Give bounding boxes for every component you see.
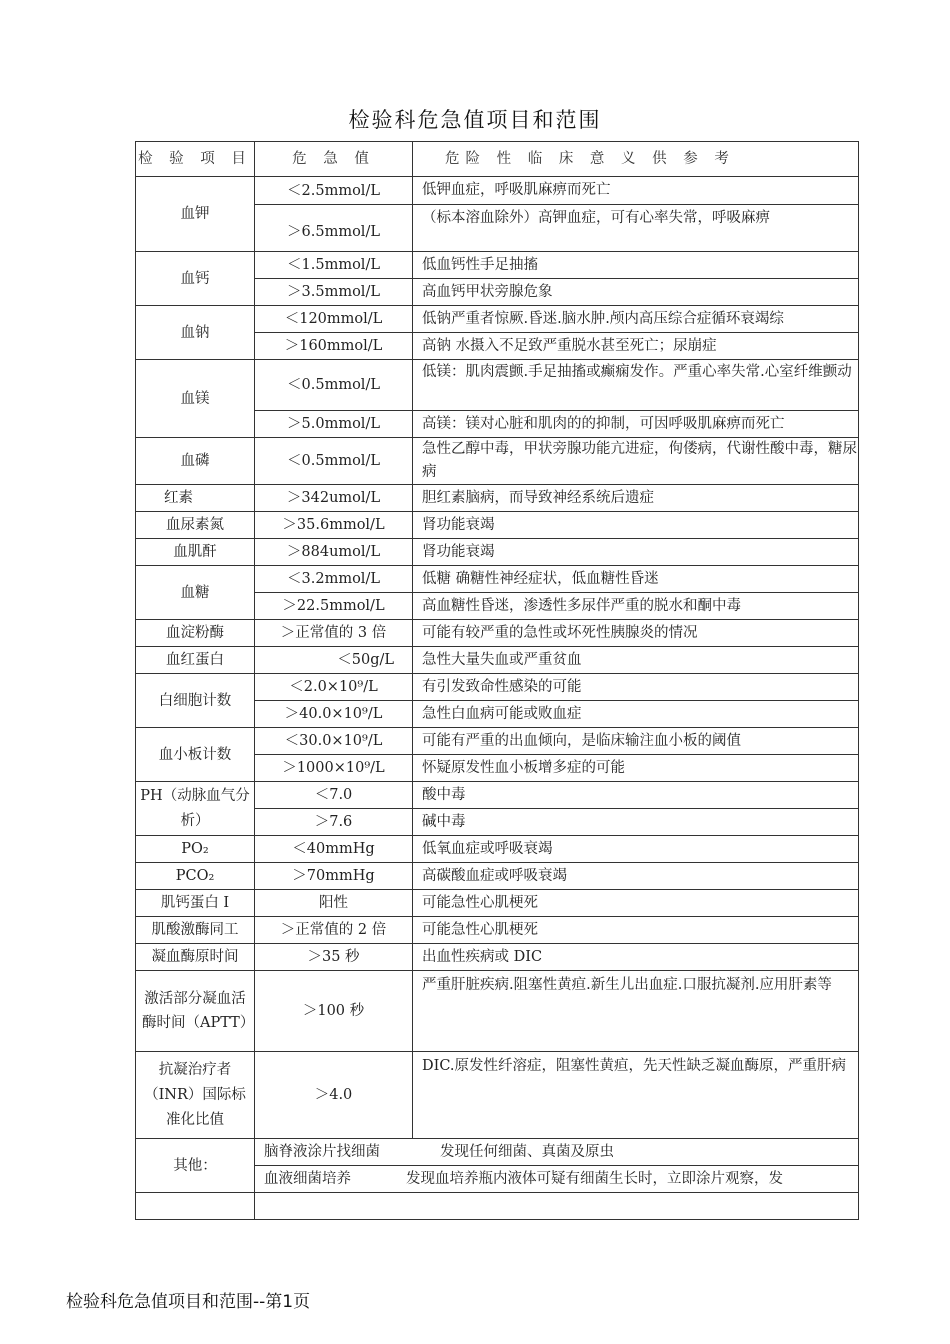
other-meaning: 发现任何细菌、真菌及原虫 [440,1144,614,1160]
item-name: 血淀粉酶 [136,620,255,647]
clinical-meaning: DIC.原发性纤溶症，阻塞性黄疸，先天性缺乏凝血酶原，严重肝病 [413,1052,859,1139]
other-item: 脑脊液涂片找细菌 [264,1144,380,1160]
clinical-meaning: 高血钙甲状旁腺危象 [413,279,859,306]
clinical-meaning: 严重肝脏疾病.阻塞性黄疸.新生儿出血症.口服抗凝剂.应用肝素等 [413,971,859,1052]
table-row [136,620,859,647]
clinical-meaning: （标本溶血除外）高钾血症，可有心率失常，呼吸麻痹 [413,205,859,252]
clinical-meaning: 低镁：肌肉震颤.手足抽搐或癫痫发作。严重心率失常.心室纤维颤动 [413,360,859,411]
clinical-meaning: 低糖 确糖性神经症状，低血糖性昏迷 [413,566,859,593]
other-item: 血液细菌培养 [264,1171,351,1187]
header-item: 检 验 项 目 [136,142,255,177]
item-name: 抗凝治疗者（INR）国际标准化比值 [136,1052,255,1139]
clinical-meaning: 碱中毒 [413,809,859,836]
item-name: 血肌酐 [136,539,255,566]
item-name: 肌钙蛋白 I [136,890,255,917]
table-row [136,890,859,917]
table-row [136,306,859,333]
clinical-meaning: 酸中毒 [413,782,859,809]
clinical-meaning: 低钾血症，呼吸肌麻痹而死亡 [413,177,859,205]
item-name: 激活部分凝血活酶时间（APTT） [136,971,255,1052]
table-row [136,438,859,485]
clinical-meaning: 低氧血症或呼吸衰竭 [413,836,859,863]
item-name: 血钠 [136,306,255,360]
critical-value: ＜50g/L [255,647,413,674]
table-row [136,1139,859,1166]
item-name: 血钙 [136,252,255,306]
clinical-meaning: 高镁：镁对心脏和肌肉的的抑制，可因呼吸肌麻痹而死亡 [413,411,859,438]
table-row [136,647,859,674]
table-row-empty [136,1193,859,1220]
other-meaning: 发现血培养瓶内液体可疑有细菌生长时，立即涂片观察，发 [406,1171,783,1187]
critical-value: ＜3.2mmol/L [255,566,413,593]
table-row [136,1052,859,1139]
clinical-meaning: 高钠 水摄入不足致严重脱水甚至死亡；尿崩症 [413,333,859,360]
page-title: 检验科危急值项目和范围 [348,108,602,132]
critical-value: ＞正常值的 2 倍 [255,917,413,944]
item-name: 血钾 [136,177,255,252]
header-value: 危 急 值 [255,142,413,177]
clinical-meaning: 急性白血病可能或败血症 [413,701,859,728]
critical-value: ＞1000×10⁹/L [255,755,413,782]
table-row [136,836,859,863]
header-meaning: 危险 性 临 床 意 义 供 参 考 [413,142,859,177]
critical-value: ＞40.0×10⁹/L [255,701,413,728]
critical-value: ＞5.0mmol/L [255,411,413,438]
critical-value: ＞7.6 [255,809,413,836]
critical-value: ＞35.6mmol/L [255,512,413,539]
critical-value: ＜2.0×10⁹/L [255,674,413,701]
critical-value: ＞35 秒 [255,944,413,971]
critical-value: ＞正常值的 3 倍 [255,620,413,647]
item-name: 其他： [136,1139,255,1193]
clinical-meaning: 肾功能衰竭 [413,512,859,539]
item-name: 血镁 [136,360,255,438]
item-name: 红素 [136,485,255,512]
critical-value: ＜2.5mmol/L [255,177,413,205]
critical-value: 阳性 [255,890,413,917]
item-name: 血尿素氮 [136,512,255,539]
critical-value: ＜30.0×10⁹/L [255,728,413,755]
clinical-meaning: 怀疑原发性血小板增多症的可能 [413,755,859,782]
critical-value: ＞6.5mmol/L [255,205,413,252]
table-row [136,728,859,755]
critical-value: ＞160mmol/L [255,333,413,360]
clinical-meaning: 出血性疾病或 DIC [413,944,859,971]
clinical-meaning: 低钠严重者惊厥.昏迷.脑水肿.颅内高压综合症循环衰竭综 [413,306,859,333]
critical-value: ＜0.5mmol/L [255,438,413,485]
table-header-row [136,142,859,177]
critical-value: ＞4.0 [255,1052,413,1139]
item-name: 血糖 [136,566,255,620]
item-name: PH（动脉血气分析） [136,782,255,836]
empty-cell [255,1193,859,1220]
item-name: PO₂ [136,836,255,863]
item-name: PCO₂ [136,863,255,890]
clinical-meaning: 急性大量失血或严重贫血 [413,647,859,674]
clinical-meaning: 肾功能衰竭 [413,539,859,566]
empty-cell [136,1193,255,1220]
item-name: 血磷 [136,438,255,485]
table-row [136,177,859,205]
table-row [136,485,859,512]
table-row [136,944,859,971]
item-name: 血红蛋白 [136,647,255,674]
critical-value: ＜120mmol/L [255,306,413,333]
clinical-meaning: 可能有严重的出血倾向，是临床输注血小板的阈值 [413,728,859,755]
page-footer: 检验科危急值项目和范围--第1页 [66,1292,311,1312]
critical-value: ＜7.0 [255,782,413,809]
critical-value: ＞100 秒 [255,971,413,1052]
clinical-meaning: 高碳酸血症或呼吸衰竭 [413,863,859,890]
clinical-meaning: 可能有较严重的急性或坏死性胰腺炎的情况 [413,620,859,647]
table-row [136,863,859,890]
table-row [136,971,859,1052]
clinical-meaning: 有引发致命性感染的可能 [413,674,859,701]
item-name: 凝血酶原时间 [136,944,255,971]
table-row [136,917,859,944]
table-row [136,674,859,701]
clinical-meaning: 高血糖性昏迷，渗透性多尿伴严重的脱水和酮中毒 [413,593,859,620]
clinical-meaning: 可能急性心肌梗死 [413,890,859,917]
critical-value: ＞70mmHg [255,863,413,890]
clinical-meaning: 急性乙醇中毒，甲状旁腺功能亢进症，佝偻病，代谢性酸中毒，糖尿病 [413,438,859,485]
item-name: 肌酸激酶同工 [136,917,255,944]
critical-value: ＞342umol/L [255,485,413,512]
clinical-meaning: 低血钙性手足抽搐 [413,252,859,279]
critical-value: ＞22.5mmol/L [255,593,413,620]
critical-value: ＜0.5mmol/L [255,360,413,411]
item-name: 白细胞计数 [136,674,255,728]
table-row [136,512,859,539]
other-row [255,1139,859,1166]
item-name: 血小板计数 [136,728,255,782]
table-row [136,360,859,411]
table-row [136,252,859,279]
clinical-meaning: 胆红素脑病，而导致神经系统后遗症 [413,485,859,512]
critical-value: ＞3.5mmol/L [255,279,413,306]
critical-value: ＜1.5mmol/L [255,252,413,279]
table-row [136,566,859,593]
clinical-meaning: 可能急性心肌梗死 [413,917,859,944]
critical-value: ＜40mmHg [255,836,413,863]
table-row [136,782,859,809]
critical-values-table [135,141,859,1220]
other-row [255,1166,859,1193]
critical-value: ＞884umol/L [255,539,413,566]
table-row [136,539,859,566]
